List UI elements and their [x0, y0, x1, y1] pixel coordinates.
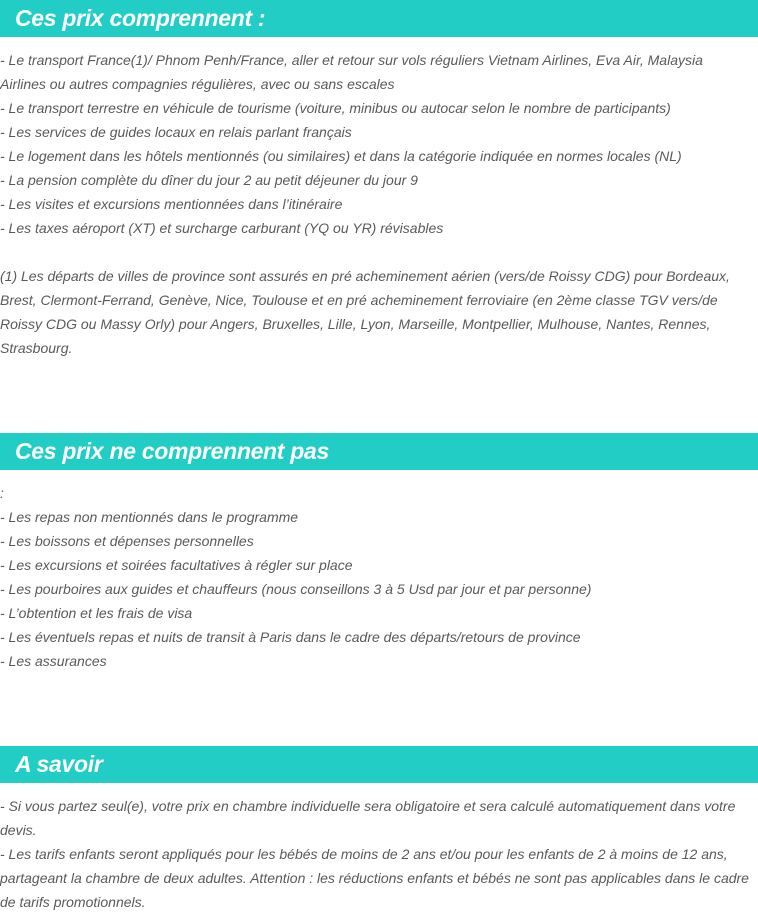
- list-item: - Les tarifs enfants seront appliqués pour les bébés de moins de 2 ans et/ou pour les enfants de 2 à moins de 12 ans, partageant la chambre de deux adultes. Attention : les réductions enfants et bébés ne sont pas applicables dans le cadre de tarifs promotionnels.: [0, 846, 749, 910]
- list-item: - Les boissons et dépenses personnelles: [0, 533, 254, 549]
- list-item: - L’obtention et les frais de visa: [0, 605, 193, 621]
- list-item: - Les éventuels repas et nuits de transit à Paris dans le cadre des départs/retours de province: [0, 629, 581, 645]
- list-item: :: [0, 485, 4, 501]
- list-item: - Le transport terrestre en véhicule de tourisme (voiture, minibus ou autocar selon le nombre de participants): [0, 100, 671, 116]
- list-item: - Les assurances: [0, 653, 107, 669]
- section-header-included: [0, 0, 758, 37]
- section-title-good-to-know: A savoir: [15, 751, 103, 777]
- section-title-not-included: Ces prix ne comprennent pas: [15, 438, 329, 464]
- spacer: [0, 240, 752, 264]
- list-item: - Le transport France(1)/ Phnom Penh/France, aller et retour sur vols réguliers Vietnam Airlines, Eva Air, Malaysia Airlines ou autres compagnies régulières, avec ou sans escales: [0, 52, 703, 92]
- section-header-not-included: [0, 433, 758, 470]
- section-body-not-included: [0, 481, 752, 673]
- list-item: - Les pourboires aux guides et chauffeurs (nous conseillons 3 à 5 Usd par jour et par personne): [0, 581, 592, 597]
- section-title-included: Ces prix comprennent :: [15, 5, 266, 31]
- section-body-included: [0, 48, 752, 360]
- section-header-good-to-know: [0, 746, 758, 783]
- list-item: - Les visites et excursions mentionnées dans l’itinéraire: [0, 196, 343, 212]
- footnote: (1) Les départs de villes de province sont assurés en pré acheminement aérien (vers/de Roissy CDG) pour Bordeaux, Brest, Clermont-Ferrand, Genève, Nice, Toulouse et en pré acheminement ferroviaire (en 2ème classe TGV vers/de Roissy CDG ou Massy Orly) pour Angers, Bruxelles, Lille, Lyon, Marseille, Montpellier, Mulhouse, Nantes, Rennes, Strasbourg.: [0, 268, 730, 356]
- list-item: - Les services de guides locaux en relais parlant français: [0, 124, 352, 140]
- list-item: - Les excursions et soirées facultatives à régler sur place: [0, 557, 353, 573]
- list-item: - Les taxes aéroport (XT) et surcharge carburant (YQ ou YR) révisables: [0, 220, 444, 236]
- section-body-good-to-know: [0, 794, 752, 914]
- list-item: - Le logement dans les hôtels mentionnés (ou similaires) et dans la catégorie indiquée en normes locales (NL): [0, 148, 682, 164]
- list-item: - Les repas non mentionnés dans le programme: [0, 509, 299, 525]
- list-item: - La pension complète du dîner du jour 2 au petit déjeuner du jour 9: [0, 172, 418, 188]
- list-item: - Si vous partez seul(e), votre prix en chambre individuelle sera obligatoire et sera calculé automatiquement dans votre devis.: [0, 798, 736, 838]
